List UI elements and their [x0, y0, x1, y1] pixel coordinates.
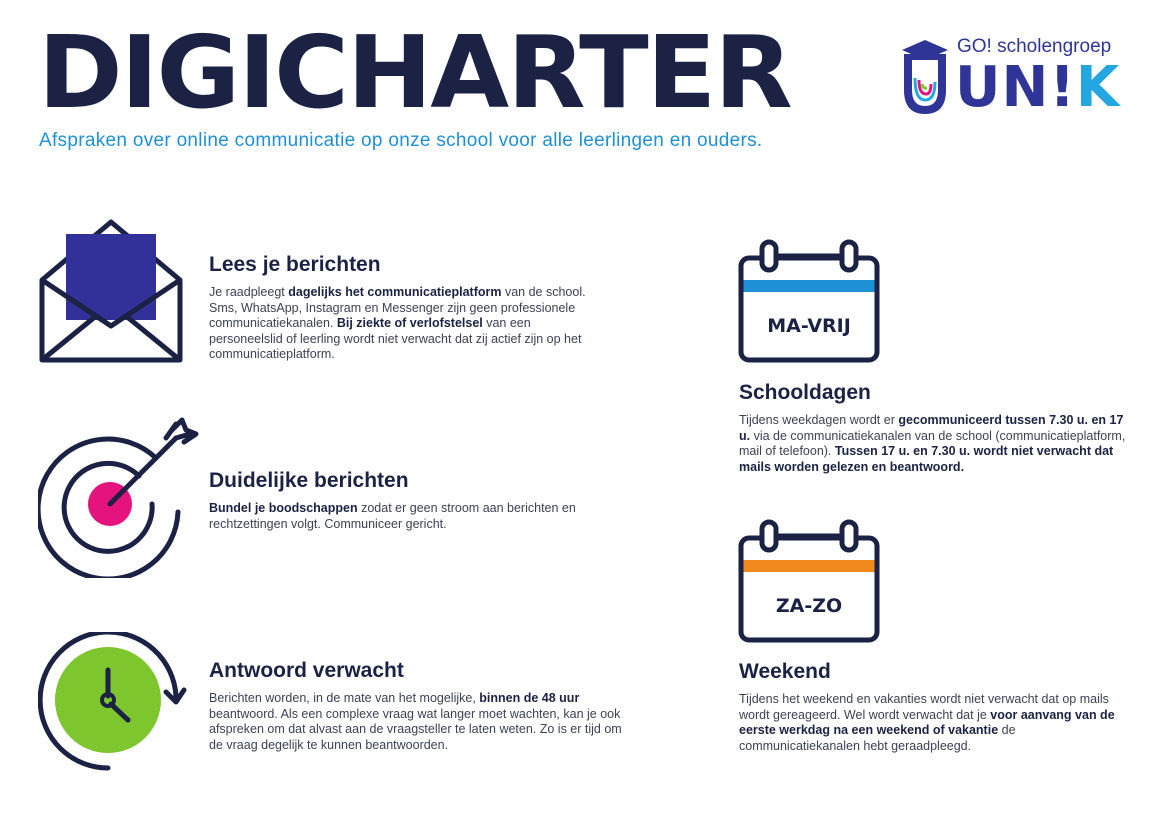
text-bold: Bij ziekte of verlofstelsel	[336, 316, 483, 330]
text-span: Tijdens het weekend en vakanties wordt niet verwacht dat op mails wordt gereageerd. Wel wordt verwacht dat je	[739, 692, 1109, 722]
section-title-schooldays: Schooldagen	[739, 381, 871, 404]
envelope-icon	[38, 216, 184, 366]
text-bold: voor aanvang van de eerste werkdag na een weekend of vakantie	[739, 707, 1115, 737]
text-bold: gecommuniceerd tussen 7.30 u. en 17 u.	[739, 413, 1124, 443]
logo-wordmark	[955, 55, 1121, 120]
text-bold: dagelijks het communicatieplatform	[288, 285, 502, 299]
section-text-clear	[209, 501, 604, 532]
section-text-weekend	[739, 692, 1129, 754]
text-span: van een personeelslid of leerling wordt niet verwacht dat zij actief zijn op het communicatieplatform.	[209, 316, 582, 361]
section-title-answer: Antwoord verwacht	[209, 659, 404, 682]
page-subtitle: Afspraken over online communicatie op onze school voor alle leerlingen en ouders.	[39, 130, 763, 151]
section-weekend	[739, 660, 1129, 754]
calendar-weekdays-icon	[738, 238, 882, 366]
section-title-weekend: Weekend	[739, 660, 831, 683]
text-span: Tijdens weekdagen wordt er	[739, 413, 899, 427]
logo-word-un: UN	[955, 55, 1050, 120]
page-title: DIGICHARTER	[38, 14, 791, 131]
clock-icon	[38, 632, 188, 774]
section-text-answer	[209, 691, 629, 753]
text-span: via de communicatiekanalen van de school (communicatieplatform, mail of telefoon).	[739, 428, 1126, 458]
text-span: Je raadpleegt	[209, 285, 289, 299]
text-bold: binnen de 48 uur	[479, 691, 580, 705]
section-read-messages	[209, 253, 599, 363]
school-group-logo	[900, 36, 1135, 120]
text-bold: Bundel je boodschappen	[209, 501, 358, 515]
logo-org-name: GO! scholengroep	[957, 36, 1112, 57]
calendar-weekend-label: ZA-ZO	[775, 595, 843, 617]
text-span: Berichten worden, in de mate van het mogelijke,	[209, 691, 480, 705]
text-span: van de school. Sms, WhatsApp, Instagram en Messenger zijn geen professionele communicatiekanalen.	[209, 285, 586, 330]
graduation-cap-logo-icon	[900, 38, 950, 118]
text-span: beantwoord. Als een complexe vraag wat langer moet wachten, kan je ook afspreken om dat alvast aan de vraagsteller te laten weten. Zo is er tijd om de vraag degelijk te kunnen beantwoorden.	[209, 706, 622, 752]
section-clear-messages	[209, 469, 604, 532]
section-expected-answer	[209, 659, 629, 753]
text-span: de communicatiekanalen hebt geraadpleegd.	[739, 723, 1016, 753]
section-text-schooldays	[739, 413, 1129, 475]
section-title-read: Lees je berichten	[209, 253, 381, 276]
text-span: zodat er geen stroom aan berichten en rechtzettingen volgt. Communiceer gericht.	[209, 501, 576, 531]
section-school-days	[739, 381, 1129, 475]
calendar-weekend-icon	[738, 518, 882, 646]
calendar-weekdays-label: MA-VRIJ	[767, 315, 851, 337]
section-text-read	[209, 285, 599, 363]
target-icon	[38, 416, 200, 578]
logo-word-excl: !	[1049, 55, 1076, 120]
logo-word-k: K	[1075, 55, 1121, 120]
text-bold: Tussen 17 u. en 7.30 u. wordt niet verwacht dat mails worden gelezen en beantwoord.	[739, 444, 1114, 474]
section-title-clear: Duidelijke berichten	[209, 469, 409, 492]
